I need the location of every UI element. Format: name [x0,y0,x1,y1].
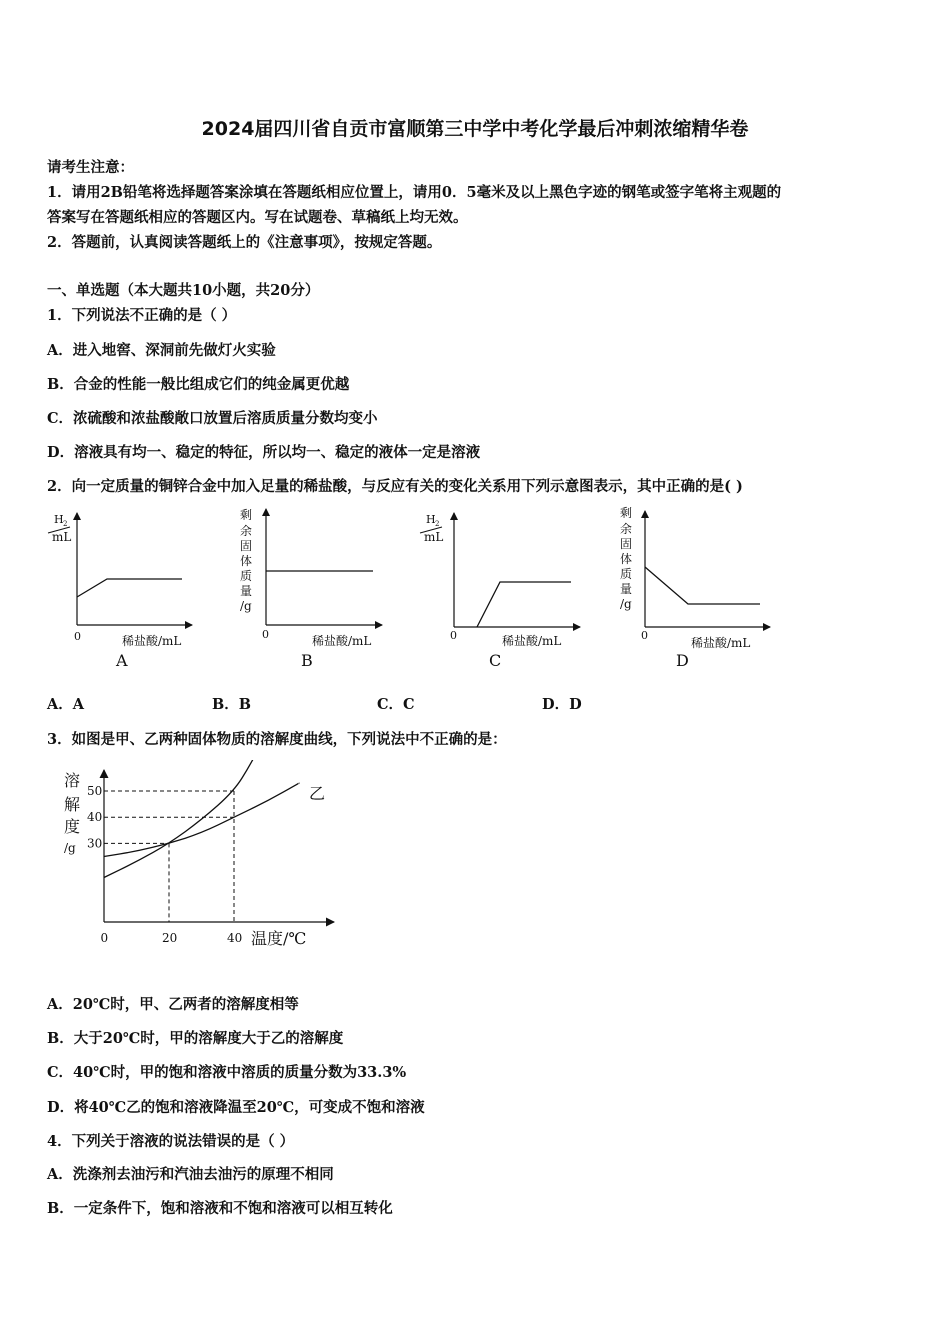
graph-b-origin: 0 [262,628,269,641]
graph-a-caption: A [116,651,128,670]
chart-ylabel-1: 溶 [64,771,81,790]
q3-option-c: C．40℃时，甲的饱和溶液中溶质的质量分数为33.3% [47,1064,407,1081]
graph-a-line [77,579,182,597]
q1-stem: 1．下列说法不正确的是（ ） [47,307,237,324]
notice-line-1a: 1．请用2B铅笔将选择题答案涂填在答题纸相应位置上，请用0．5毫米及以上黑色字迹的钢笔或签字笔将主观题的 [47,184,782,201]
graph-d-ylabel-3: 固 [620,537,633,551]
graph-d-origin: 0 [641,629,648,642]
graph-a-ml: mL [52,530,72,544]
graph-c-xlabel: 稀盐酸/mL [502,634,562,648]
graph-b-ylabel-2: 余 [240,524,253,538]
graph-d-line [645,567,760,604]
q2-graphs [40,505,800,677]
graph-b-xlabel: 稀盐酸/mL [312,634,372,648]
q2-stem: 2．向一定质量的铜锌合金中加入足量的稀盐酸，与反应有关的变化关系用下列示意图表示，其中正确的是( ) [47,478,743,495]
graph-d-ylabel-7: /g [620,597,632,611]
chart-ytick-50: 50 [87,784,103,798]
q4-option-a: A．洗涤剂去油污和汽油去油污的原理不相同 [47,1166,334,1183]
graph-b [240,508,382,670]
chart-xlabel: 温度/℃ [251,929,307,948]
section-heading: 一、单选题（本大题共10小题，共20分） [47,282,320,299]
notice-line-2: 2．答题前，认真阅读答题纸上的《注意事项》，按规定答题。 [47,234,442,251]
q3-option-a: A．20℃时，甲、乙两者的溶解度相等 [47,996,299,1013]
q2-option-c: C．C [377,696,415,713]
chart-xtick-20: 20 [162,931,178,945]
q3-option-d: D．将40℃乙的饱和溶液降温至20℃，可变成不饱和溶液 [47,1099,425,1116]
graph-b-ylabel-5: 质 [240,569,253,583]
graph-b-ylabel-7: /g [240,599,252,613]
page-title: 2024届四川省自贡市富顺第三中学中考化学最后冲刺浓缩精华卷 [201,118,749,140]
chart-ytick-30: 30 [87,836,103,851]
graph-c [420,513,580,670]
series-curve-0 [104,760,267,878]
chart-ylabel-2: 解 [64,795,81,814]
graph-c-ml: mL [424,530,444,544]
graph-b-ylabel-3: 固 [240,539,253,553]
graph-a [48,513,192,670]
graph-c-origin: 0 [450,629,457,642]
graph-d-ylabel-1: 剩 [620,506,633,520]
chart-ytick-40: 40 [87,810,103,825]
q1-option-b: B．合金的性能一般比组成它们的纯金属更优越 [47,376,350,393]
graph-a-origin: 0 [74,630,81,643]
chart-guide-lines [104,791,234,922]
notice-heading: 请考生注意： [47,159,134,176]
graph-d-ylabel-4: 体 [620,552,633,566]
graph-d-xlabel: 稀盐酸/mL [691,636,751,650]
q2-option-d: D．D [542,696,582,713]
graph-b-ylabel-1: 剩 [240,508,253,522]
q3-stem: 3．如图是甲、乙两种固体物质的溶解度曲线，下列说法中不正确的是： [47,731,507,748]
notice-line-1b: 答案写在答题纸相应的答题区内。写在试题卷、草稿纸上均无效。 [47,209,468,226]
graph-c-h2-sub: 2 [435,520,440,528]
q2-option-a: A．A [47,696,85,713]
graph-d-ylabel-5: 质 [620,567,633,581]
q4-option-b: B．一定条件下，饱和溶液和不饱和溶液可以相互转化 [47,1200,393,1217]
graph-c-line [477,582,571,627]
graph-c-caption: C [489,651,502,670]
q1-option-d: D．溶液具有均一、稳定的特征，所以均一、稳定的液体一定是溶液 [47,444,481,461]
chart-xtick-40: 40 [227,931,243,945]
graph-c-h2: H [426,513,436,526]
q1-option-a: A．进入地窖、深洞前先做灯火实验 [47,342,276,359]
chart-xtick-0: 0 [100,931,109,945]
graph-a-xlabel: 稀盐酸/mL [122,634,182,648]
graph-a-h2-sub: 2 [63,520,68,528]
solubility-chart [50,760,350,955]
q1-option-c: C．浓硫酸和浓盐酸敞口放置后溶质质量分数均变小 [47,410,378,427]
chart-series [104,760,299,878]
graph-b-ylabel-4: 体 [240,554,253,568]
chart-ylabel-4: /g [64,841,76,855]
graph-b-ylabel-6: 量 [240,584,253,598]
graph-d-ylabel-2: 余 [620,522,633,536]
graph-d-ylabel-6: 量 [620,582,633,596]
graph-d-caption: D [676,651,689,670]
series-label-yi: 乙 [309,784,326,804]
chart-ylabel-3: 度 [64,817,81,836]
graph-a-h2: H [54,513,64,526]
graph-d [620,506,770,670]
q3-option-b: B．大于20℃时，甲的溶解度大于乙的溶解度 [47,1030,344,1047]
q2-option-b: B．B [212,696,252,713]
graph-b-caption: B [301,651,313,670]
q4-stem: 4．下列关于溶液的说法错误的是（ ） [47,1133,295,1150]
